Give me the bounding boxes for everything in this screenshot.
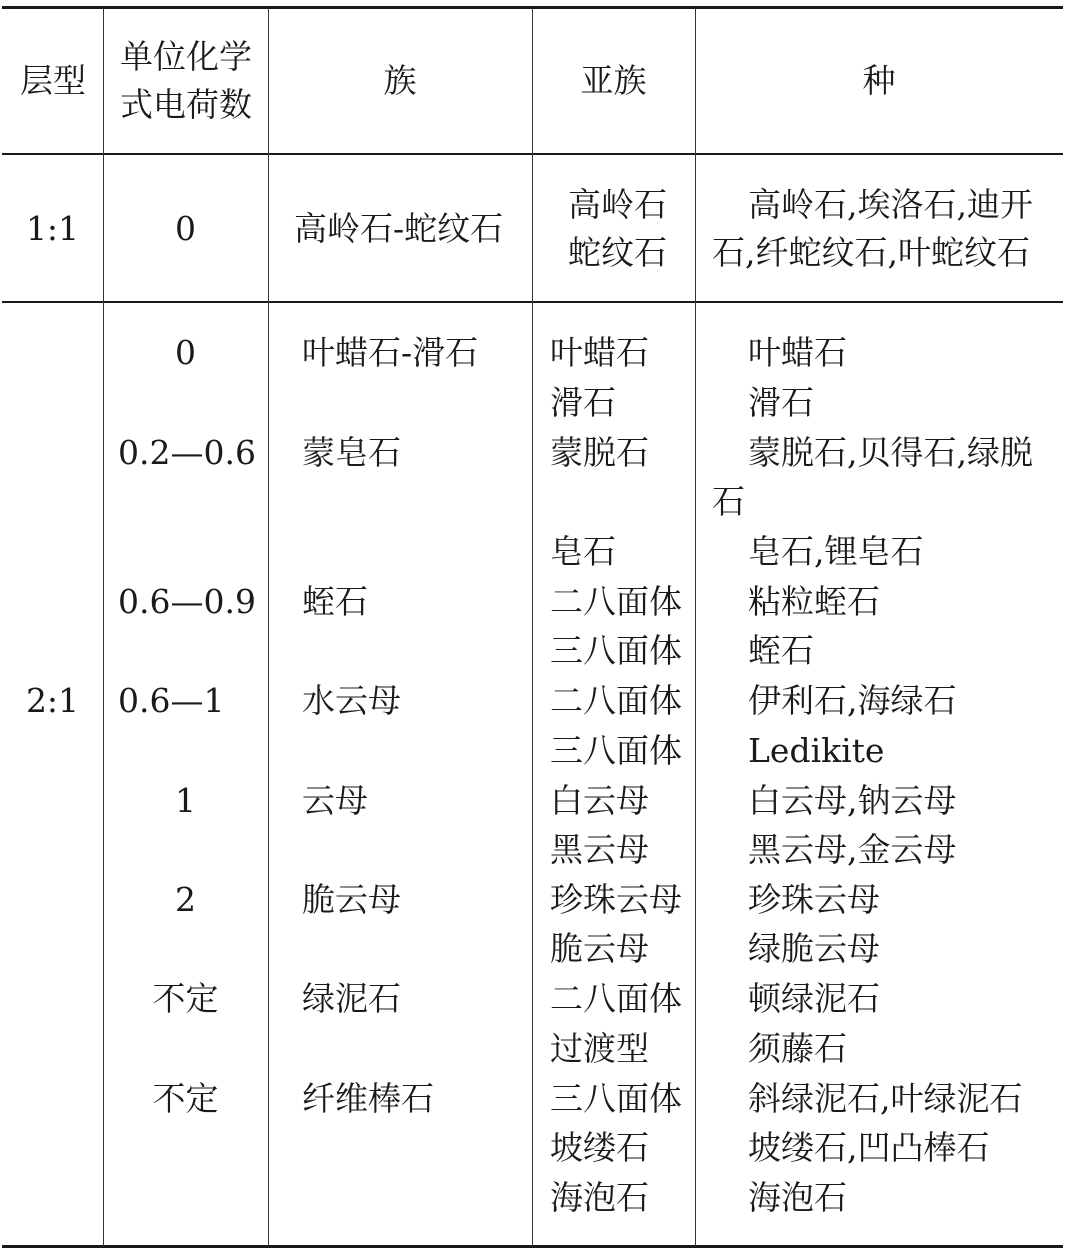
- layer-type-1-1: 1:1: [25, 209, 80, 248]
- species-line: 蛭石: [748, 631, 814, 670]
- family-name: 水云母: [302, 681, 401, 720]
- species-line: 石,纤蛇纹石,叶蛇纹石: [712, 233, 1030, 272]
- subfamily-name: 三八面体: [550, 631, 682, 670]
- species-line: 坡缕石,凹凸棒石: [748, 1128, 990, 1167]
- species-line: 叶蜡石: [748, 333, 847, 372]
- charge-value: 0: [175, 333, 196, 372]
- subfamily-name: 叶蜡石: [550, 333, 649, 372]
- species-line: 须藤石: [748, 1029, 847, 1068]
- species-line: Ledikite: [748, 731, 885, 770]
- charge-value: 2: [175, 880, 196, 919]
- subfamily-name: 蛇纹石: [568, 233, 667, 272]
- charge-value: 不定: [152, 1079, 219, 1118]
- species-line: 滑石: [748, 383, 814, 422]
- header-charge-line2: 式电荷数: [120, 85, 252, 124]
- column-divider-2: [268, 8, 269, 1246]
- species-line: 伊利石,海绿石: [748, 681, 957, 720]
- subfamily-name: 珍珠云母: [550, 880, 682, 919]
- layer-type-2-1: 2:1: [25, 681, 80, 720]
- subfamily-name: 三八面体: [550, 731, 682, 770]
- subfamily-name: 二八面体: [550, 681, 682, 720]
- subfamily-name: 三八面体: [550, 1079, 682, 1118]
- charge-value: 0.6—1: [118, 681, 225, 720]
- family-name: 脆云母: [302, 880, 401, 919]
- charge-value: 0: [175, 209, 196, 248]
- species-line: 皂石,锂皂石: [748, 532, 924, 571]
- column-divider-1: [103, 8, 104, 1246]
- family-name: 叶蜡石-滑石: [302, 333, 479, 372]
- species-line: 绿脆云母: [748, 929, 880, 968]
- header-layer-type: 层型: [20, 61, 86, 100]
- subfamily-name: 高岭石: [568, 185, 667, 224]
- subfamily-name: 蒙脱石: [550, 433, 649, 472]
- species-line: 粘粒蛭石: [748, 582, 880, 621]
- species-line: 斜绿泥石,叶绿泥石: [748, 1079, 1023, 1118]
- charge-value: 1: [175, 781, 196, 820]
- subfamily-name: 脆云母: [550, 929, 649, 968]
- family-name: 高岭石-蛇纹石: [294, 209, 504, 248]
- header-species: 种: [862, 61, 896, 100]
- species-line: 顿绿泥石: [748, 979, 880, 1018]
- species-line: 白云母,钠云母: [748, 781, 957, 820]
- subfamily-name: 黑云母: [550, 830, 649, 869]
- subfamily-name: 坡缕石: [550, 1128, 649, 1167]
- subfamily-name: 滑石: [550, 383, 616, 422]
- species-line: 珍珠云母: [748, 880, 880, 919]
- subfamily-name: 过渡型: [550, 1029, 649, 1068]
- species-line: 海泡石: [748, 1178, 847, 1217]
- charge-value: 0.2—0.6: [118, 433, 256, 472]
- family-name: 绿泥石: [302, 979, 401, 1018]
- family-name: 蒙皂石: [302, 433, 401, 472]
- subfamily-name: 皂石: [550, 532, 616, 571]
- charge-value: 0.6—0.9: [118, 582, 256, 621]
- header-family: 族: [383, 61, 417, 100]
- header-charge-line1: 单位化学: [120, 37, 252, 76]
- column-divider-4: [695, 8, 696, 1246]
- subfamily-name: 二八面体: [550, 979, 682, 1018]
- family-name: 纤维棒石: [302, 1079, 434, 1118]
- family-name: 云母: [302, 781, 368, 820]
- column-divider-3: [532, 8, 533, 1246]
- header-subfamily: 亚族: [580, 61, 647, 100]
- species-line: 黑云母,金云母: [748, 830, 957, 869]
- subfamily-name: 海泡石: [550, 1178, 649, 1217]
- subfamily-name: 二八面体: [550, 582, 682, 621]
- species-line: 石: [712, 482, 745, 521]
- family-name: 蛭石: [302, 582, 368, 621]
- subfamily-name: 白云母: [550, 781, 649, 820]
- species-line: 蒙脱石,贝得石,绿脱: [748, 433, 1033, 472]
- charge-value: 不定: [152, 979, 219, 1018]
- species-line: 高岭石,埃洛石,迪开: [748, 185, 1033, 224]
